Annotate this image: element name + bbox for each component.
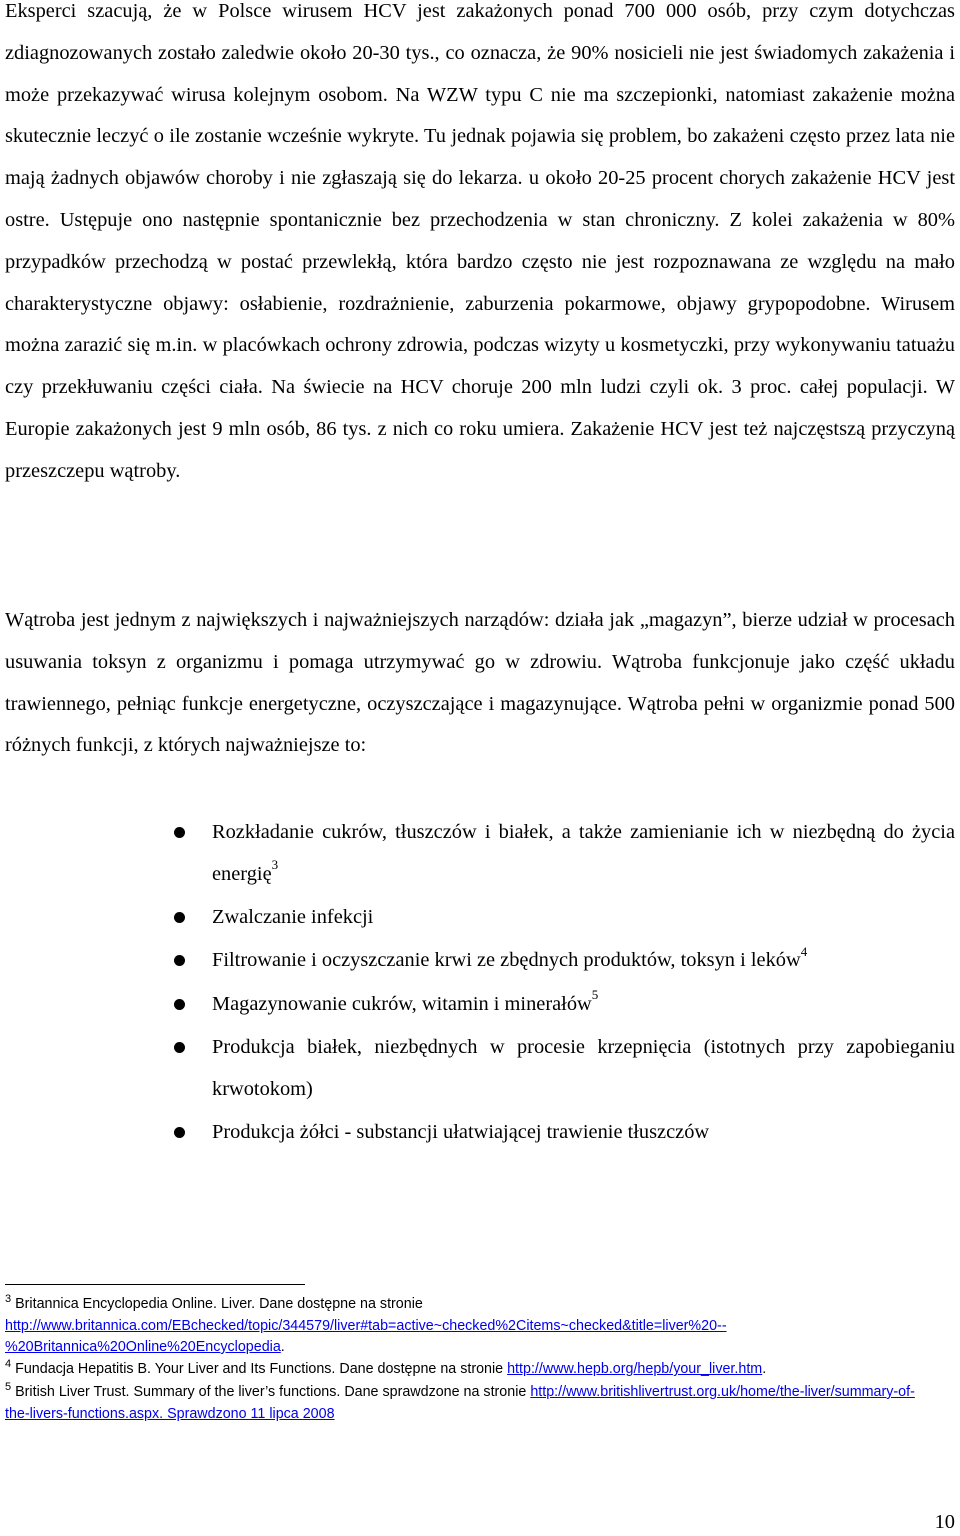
bullet-icon [174,827,185,838]
footnote-text: British Liver Trust. Summary of the liver’s functions. Dane sprawdzone na stronie [15,1384,527,1400]
list-item [0,1027,960,1111]
bullet-icon [174,955,185,966]
footnote-ref[interactable]: 5 [591,986,599,1002]
bullet-icon [174,1127,185,1138]
footnote-number: 4 [5,1358,12,1370]
bullet-icon [174,1042,185,1053]
list-item [0,897,960,939]
footnote [5,1382,925,1425]
bullet-icon [174,999,185,1010]
footnote [5,1294,925,1358]
paragraph-liver: Wątroba jest jednym z największych i najważniejszych narządów: działa jak „magazyn”, bierze udział w procesach usuwania toksyn z organizmu i pomaga utrzymywać go w zdrowiu. Wątroba funkcjonuje jako część układu trawiennego, pełniąc funkcje energetyczne, oczyszczające i magazynujące. Wątroba pełni w organizmie ponad 500 różnych funkcji, z których najważniejsze to: [5,609,955,757]
list-item-text: Magazynowanie cukrów, witamin i minerałów [212,992,592,1015]
footnote-number: 5 [5,1381,12,1393]
list-item [0,940,960,982]
footnote-trailing: . [762,1361,767,1377]
list-item-text: Zwalczanie infekcji [212,906,374,929]
list-item-text: Produkcja żółci - substancji ułatwiającej trawienie tłuszczów [212,1121,710,1144]
footnote-text: Britannica Encyclopedia Online. Liver. Dane dostępne na stronie [15,1296,423,1312]
footnote-separator [5,1284,305,1285]
footnote-ref[interactable]: 4 [800,943,808,959]
list-item-text: Produkcja białek, niezbędnych w procesie krzepnięcia (istotnych przy zapobieganiu krwotokom) [212,1035,955,1100]
footnote [5,1359,925,1381]
list-item-text: Filtrowanie i oczyszczanie krwi ze zbędnych produktów, toksyn i leków [212,949,801,972]
list-item [0,984,960,1026]
footnote-link[interactable]: http://www.britannica.com/EBchecked/topic/344579/liver#tab=active~checked%2Citems~checked&title=liver%20--%20Britannica%20Online%20Encyclopedia [5,1318,727,1355]
list-item-text: Rozkładanie cukrów, tłuszczów i białek, a także zamienianie ich w niezbędną do życia energię [212,821,955,885]
footnote-trailing: . [280,1339,285,1355]
footnote-number: 3 [5,1293,12,1305]
bullet-icon [174,912,185,923]
liver-functions-list [0,812,960,1155]
footnote-text: Fundacja Hepatitis B. Your Liver and Its Functions. Dane dostępne na stronie [15,1361,504,1377]
list-item [0,1112,960,1154]
footnote-ref[interactable]: 3 [271,857,279,872]
footnotes [5,1294,925,1426]
footnote-link[interactable]: http://www.hepb.org/hepb/your_liver.htm [507,1361,763,1377]
footnote-link[interactable]: http://www.britishlivertrust.org.uk/home/the-liver/summary-of-the-livers-functions.aspx. Sprawdzono 11 lipca 2008 [5,1384,915,1422]
list-item [0,812,960,896]
paragraph-hcv: Eksperci szacują, że w Polsce wirusem HCV jest zakażonych ponad 700 000 osób, przy czym dotychczas zdiagnozowanych zostało zaledwie około 20-30 tys., co oznacza, że 90% nosicieli nie jest świadomych zakażenia i może przekazywać wirusa kolejnym osobom. Na WZW typu C nie ma szczepionki, natomiast zakażenie można skutecznie leczyć o ile zostanie wcześnie wykryte. Tu jednak pojawia się problem, bo zakażeni często przez lata nie mają żadnych objawów choroby i nie zgłaszają się do lekarza. u około 20-25 procent chorych zakażenie HCV jest ostre. Ustępuje ono następnie spontanicznie bez przechodzenia w stan chroniczny. Z kolei zakażenia w 80% przypadków przechodzą w postać przewlekłą, która bardzo często nie jest rozpoznawana ze względu na mało charakterystyczne objawy: osłabienie, rozdrażnienie, zaburzenia pokarmowe, objawy grypopodobne. Wirusem można zarazić się m.in. w placówkach ochrony zdrowia, podczas wizyty u kosmetyczki, przy wykonywaniu tatuażu czy przekłuwaniu części ciała. Na świecie na HCV choruje 200 mln ludzi czyli ok. 3 proc. całej populacji. W Europie zakażonych jest 9 mln osób, 86 tys. z nich co roku umiera. Zakażenie HCV jest też najczęstszą przyczyną przeszczepu wątroby. [5,0,955,482]
page-number: 10 [934,1511,955,1533]
